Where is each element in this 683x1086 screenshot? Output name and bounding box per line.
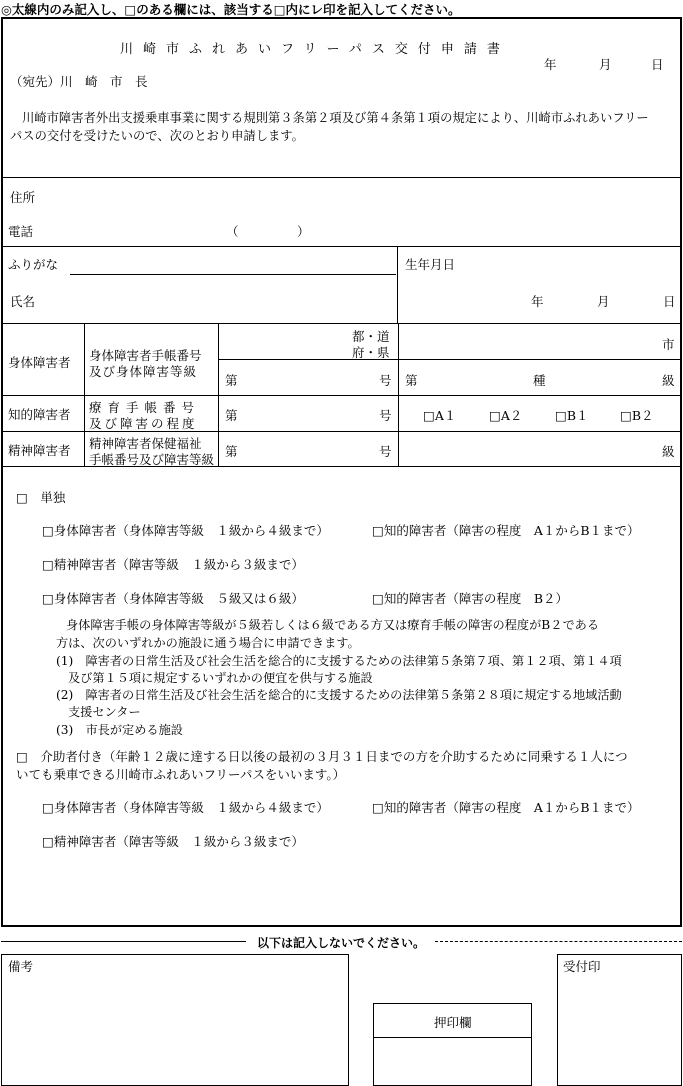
physical-dai: 第 [225,373,238,388]
single-opt3-label: 精神障害者（障害等級 １級から３級まで） [53,557,304,572]
caregiver-opt2-label: 知的障害者（障害の程度 A１からB１まで） [383,800,640,815]
physical-pref1: 都・道 [352,329,390,344]
date-day-label: 日 [651,57,664,72]
office-use-note: 以下は記入しないでください。 [257,936,426,950]
intellectual-sub1: 療育手帳番号 [89,400,201,415]
birth-month-label: 月 [597,294,610,309]
intellectual-sub2: 及び障害の程度 [89,416,198,431]
facility-item1-line1: (1) 障害者の日常生活及び社会生活を総合的に支援するための法律第５条第７項、第１２項、第１４項 [56,654,622,668]
date-year-label: 年 [544,57,557,72]
address-label: 住所 [10,190,36,205]
grade-a1-option[interactable] [423,406,456,424]
physical-sub1: 身体障害者手帳番号 [89,348,202,363]
remarks-label: 備考 [8,959,34,974]
caregiver-opt1-label: 身体障害者（身体障害等級 １級から４級まで） [53,800,329,815]
mental-sub1: 精神障害者保健福祉 [89,436,202,451]
birthdate-label: 生年月日 [405,257,456,272]
phone-paren-open: （ [226,224,239,239]
physical-shu: 種 [533,373,546,388]
intro-text-line1: 川崎市障害者外出支援乗車事業に関する規則第３条第２項及び第４条第１項の規定により、川崎市ふれあいフリー [22,111,649,125]
intellectual-dai: 第 [225,408,238,423]
single-physical-1-4[interactable] [42,521,329,539]
intro-text-line2: パスの交付を受けたいので、次のとおり申請します。 [10,129,304,143]
instruction-note: ◎太線内のみ記入し、□のある欄には、該当する□内にレ印を記入してください。 [1,2,461,17]
single-opt5-label: 知的障害者（障害の程度 B２） [383,591,568,606]
addressee: （宛先）川 崎 市 長 [10,74,148,89]
single-opt4-label: 身体障害者（身体障害等級 ５級又は６級） [53,591,304,606]
form-title: 川崎市ふれあいフリーパス交付申請書 [120,42,510,57]
date-month-label: 月 [599,57,612,72]
caregiver-label-line1: 介助者付き（年齢１２歳に達する日以後の最初の３月３１日までの方を介助するために同乗する１人につ [40,749,628,764]
caregiver-mental-1-3[interactable] [42,832,304,850]
grade-a2-option[interactable] [489,406,522,424]
grade-a2-label: A２ [500,408,523,423]
mental-label: 精神障害者 [8,443,71,458]
caregiver-option[interactable] [16,747,628,765]
physical-kyu: 級 [662,373,675,388]
intellectual-go: 号 [379,408,392,423]
mental-go: 号 [379,444,392,459]
physical-dai2: 第 [405,373,418,388]
physical-label: 身体障害者 [8,355,71,370]
grade-b1-option[interactable] [555,406,589,424]
single-opt2-label: 知的障害者（障害の程度 A１からB１まで） [383,523,640,538]
phone-paren-close: ） [297,224,310,239]
birth-day-label: 日 [663,294,676,309]
caregiver-opt3-label: 精神障害者（障害等級 １級から３級まで） [53,834,304,849]
name-label: 氏名 [10,294,36,309]
grade-b1-label: B１ [566,408,589,423]
facility-item1-line2: 及び第１５項に規定するいずれかの便宜を供与する施設 [68,671,373,685]
single-intellectual-b2[interactable] [372,589,568,607]
mental-kyu: 級 [662,444,675,459]
grade-a1-label: A１ [434,408,457,423]
facility-item2-line2: 支援センター [68,705,141,719]
application-form [1,17,682,927]
caregiver-label-line2: いても乗車できる川崎市ふれあいフリーパスをいいます。） [16,767,346,782]
intellectual-label: 知的障害者 [8,407,71,422]
mental-dai: 第 [225,444,238,459]
physical-pref2: 府・県 [352,345,390,360]
caregiver-intellectual-a1-b1[interactable] [372,798,640,816]
single-option[interactable] [16,488,65,506]
single-note-line1: 身体障害手帳の身体障害等級が５級若しくは６級である方又は療育手帳の障害の程度がB２である [66,618,600,632]
furigana-label: ふりがな [8,257,59,272]
seal-label: 押印欄 [434,1015,472,1030]
single-intellectual-a1-b1[interactable] [372,521,640,539]
physical-city: 市 [662,337,675,352]
single-label: 単独 [40,490,66,505]
phone-label: 電話 [8,224,34,239]
facility-item3: (3) 市長が定める施設 [56,723,183,737]
single-note-line2: 方は、次のいずれかの施設に通う場合に申請できます。 [56,636,360,650]
grade-b2-label: B２ [631,408,654,423]
received-label: 受付印 [563,959,601,974]
facility-item2-line1: (2) 障害者の日常生活及び社会生活を総合的に支援するための法律第５条第２８項に規定する地域活動 [56,688,622,702]
mental-sub2: 手帳番号及び障害等級 [89,452,215,467]
physical-go: 号 [379,373,392,388]
physical-sub2: 及び身体障害等級 [89,364,198,379]
birth-year-label: 年 [531,294,544,309]
caregiver-physical-1-4[interactable] [42,798,329,816]
single-physical-5-6[interactable] [42,589,304,607]
grade-b2-option[interactable] [620,406,654,424]
single-opt1-label: 身体障害者（身体障害等級 １級から４級まで） [53,523,329,538]
single-mental-1-3[interactable] [42,555,304,573]
remarks-box [1,954,349,1086]
